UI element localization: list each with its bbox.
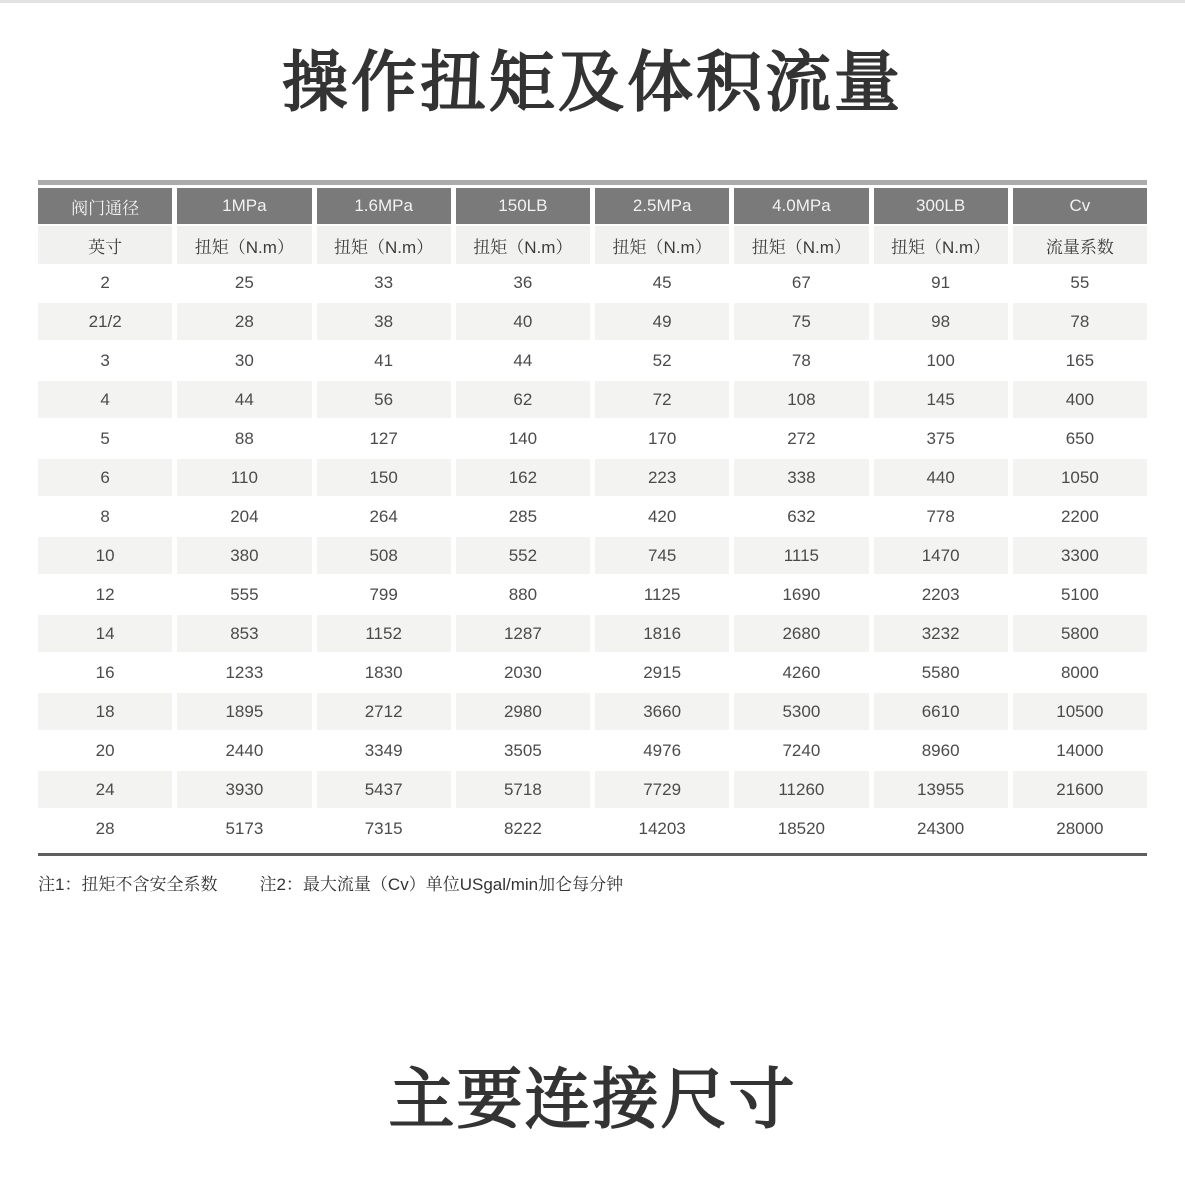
row-label-cell: 5 [38,420,172,457]
data-cell: 100 [874,342,1008,379]
subheader-cell: 扭矩（N.m） [595,226,729,264]
table-row [38,420,1147,457]
row-label-cell: 6 [38,459,172,496]
data-cell: 78 [1013,303,1147,340]
data-cell: 1470 [874,537,1008,574]
data-cell: 78 [734,342,868,379]
data-cell: 3930 [177,771,311,808]
row-label-cell: 28 [38,810,172,847]
subheader-cell: 扭矩（N.m） [734,226,868,264]
data-cell: 338 [734,459,868,496]
table-header [38,188,1147,264]
table-row [38,303,1147,340]
data-cell: 264 [317,498,451,535]
data-cell: 3349 [317,732,451,769]
data-cell: 165 [1013,342,1147,379]
row-label-cell: 18 [38,693,172,730]
data-cell: 1816 [595,615,729,652]
data-cell: 3300 [1013,537,1147,574]
section-title-connection-dimensions: 主要连接尺寸 [388,1062,797,1137]
table-row [38,810,1147,847]
data-cell: 170 [595,420,729,457]
data-cell: 41 [317,342,451,379]
data-cell: 10500 [1013,693,1147,730]
data-cell: 40 [456,303,590,340]
data-cell: 1233 [177,654,311,691]
data-cell: 108 [734,381,868,418]
data-cell: 5580 [874,654,1008,691]
header-cell: 300LB [874,188,1008,224]
data-cell: 2680 [734,615,868,652]
data-cell: 2203 [874,576,1008,613]
header-cell: Cv [1013,188,1147,224]
data-cell: 5100 [1013,576,1147,613]
data-cell: 98 [874,303,1008,340]
data-cell: 1152 [317,615,451,652]
data-cell: 28 [177,303,311,340]
data-cell: 28000 [1013,810,1147,847]
subheader-cell: 扭矩（N.m） [456,226,590,264]
data-cell: 3232 [874,615,1008,652]
page-title: 操作扭矩及体积流量 [282,45,903,119]
data-cell: 400 [1013,381,1147,418]
data-cell: 162 [456,459,590,496]
data-cell: 632 [734,498,868,535]
data-cell: 1690 [734,576,868,613]
data-cell: 880 [456,576,590,613]
row-label-cell: 16 [38,654,172,691]
subheader-cell: 流量系数 [1013,226,1147,264]
row-label-cell: 21/2 [38,303,172,340]
table-row [38,381,1147,418]
data-cell: 3505 [456,732,590,769]
header-cell: 4.0MPa [734,188,868,224]
data-cell: 5718 [456,771,590,808]
data-cell: 1287 [456,615,590,652]
data-cell: 72 [595,381,729,418]
data-cell: 110 [177,459,311,496]
data-cell: 2712 [317,693,451,730]
data-cell: 33 [317,264,451,301]
data-cell: 75 [734,303,868,340]
table-top-bar [38,180,1147,185]
table-row [38,576,1147,613]
subheader-cell: 扭矩（N.m） [317,226,451,264]
data-cell: 2030 [456,654,590,691]
table-row [38,264,1147,301]
header-cell: 1MPa [177,188,311,224]
data-cell: 24300 [874,810,1008,847]
row-label-cell: 8 [38,498,172,535]
data-cell: 552 [456,537,590,574]
data-cell: 44 [177,381,311,418]
data-cell: 5800 [1013,615,1147,652]
data-cell: 44 [456,342,590,379]
data-cell: 2980 [456,693,590,730]
table-row [38,654,1147,691]
table-row [38,188,1147,224]
data-cell: 14203 [595,810,729,847]
data-cell: 14000 [1013,732,1147,769]
table-row [38,693,1147,730]
data-cell: 55 [1013,264,1147,301]
data-cell: 8222 [456,810,590,847]
data-cell: 2200 [1013,498,1147,535]
table-row [38,342,1147,379]
data-cell: 67 [734,264,868,301]
subheader-cell: 扭矩（N.m） [874,226,1008,264]
subheader-cell: 英寸 [38,226,172,264]
table-body [38,264,1147,847]
row-label-cell: 14 [38,615,172,652]
data-cell: 91 [874,264,1008,301]
table-row [38,459,1147,496]
data-cell: 5300 [734,693,868,730]
data-cell: 8960 [874,732,1008,769]
data-cell: 5173 [177,810,311,847]
data-cell: 7240 [734,732,868,769]
data-cell: 1125 [595,576,729,613]
data-cell: 272 [734,420,868,457]
data-cell: 204 [177,498,311,535]
data-cell: 440 [874,459,1008,496]
data-cell: 18520 [734,810,868,847]
data-cell: 1895 [177,693,311,730]
data-cell: 420 [595,498,729,535]
data-cell: 145 [874,381,1008,418]
data-cell: 150 [317,459,451,496]
torque-flow-table [38,180,1147,856]
row-label-cell: 24 [38,771,172,808]
data-cell: 375 [874,420,1008,457]
data-cell: 285 [456,498,590,535]
subheader-cell: 扭矩（N.m） [177,226,311,264]
data-cell: 2440 [177,732,311,769]
data-cell: 6610 [874,693,1008,730]
page-top-divider [0,0,1185,3]
data-cell: 223 [595,459,729,496]
data-cell: 4976 [595,732,729,769]
data-cell: 88 [177,420,311,457]
data-cell: 21600 [1013,771,1147,808]
data-cell: 13955 [874,771,1008,808]
data-cell: 1050 [1013,459,1147,496]
table-row [38,226,1147,264]
data-cell: 8000 [1013,654,1147,691]
table-notes [38,870,1147,895]
data-cell: 1830 [317,654,451,691]
data-cell: 1115 [734,537,868,574]
data-cell: 56 [317,381,451,418]
header-cell: 2.5MPa [595,188,729,224]
table-row [38,732,1147,769]
data-cell: 11260 [734,771,868,808]
data-cell: 799 [317,576,451,613]
data-cell: 62 [456,381,590,418]
note-2: 注2：最大流量（Cv）单位USgal/min加仑每分钟 [259,875,624,895]
row-label-cell: 12 [38,576,172,613]
table-row [38,537,1147,574]
data-cell: 2915 [595,654,729,691]
data-cell: 5437 [317,771,451,808]
table-row [38,498,1147,535]
note-1: 注1：扭矩不含安全系数 [38,875,218,895]
data-cell: 745 [595,537,729,574]
row-label-cell: 2 [38,264,172,301]
data-cell: 45 [595,264,729,301]
data-cell: 7729 [595,771,729,808]
data-cell: 49 [595,303,729,340]
data-cell: 508 [317,537,451,574]
table-row [38,771,1147,808]
header-cell: 150LB [456,188,590,224]
data-cell: 25 [177,264,311,301]
data-cell: 127 [317,420,451,457]
table-bottom-rule [38,853,1147,856]
data-cell: 853 [177,615,311,652]
data-cell: 7315 [317,810,451,847]
data-cell: 650 [1013,420,1147,457]
table-row [38,615,1147,652]
data-cell: 36 [456,264,590,301]
data-cell: 380 [177,537,311,574]
data-cell: 4260 [734,654,868,691]
row-label-cell: 4 [38,381,172,418]
row-label-cell: 20 [38,732,172,769]
row-label-cell: 3 [38,342,172,379]
data-cell: 52 [595,342,729,379]
data-cell: 778 [874,498,1008,535]
data-cell: 555 [177,576,311,613]
data-cell: 140 [456,420,590,457]
row-label-cell: 10 [38,537,172,574]
data-cell: 3660 [595,693,729,730]
data-cell: 38 [317,303,451,340]
data-cell: 30 [177,342,311,379]
header-cell: 阀门通径 [38,188,172,224]
header-cell: 1.6MPa [317,188,451,224]
